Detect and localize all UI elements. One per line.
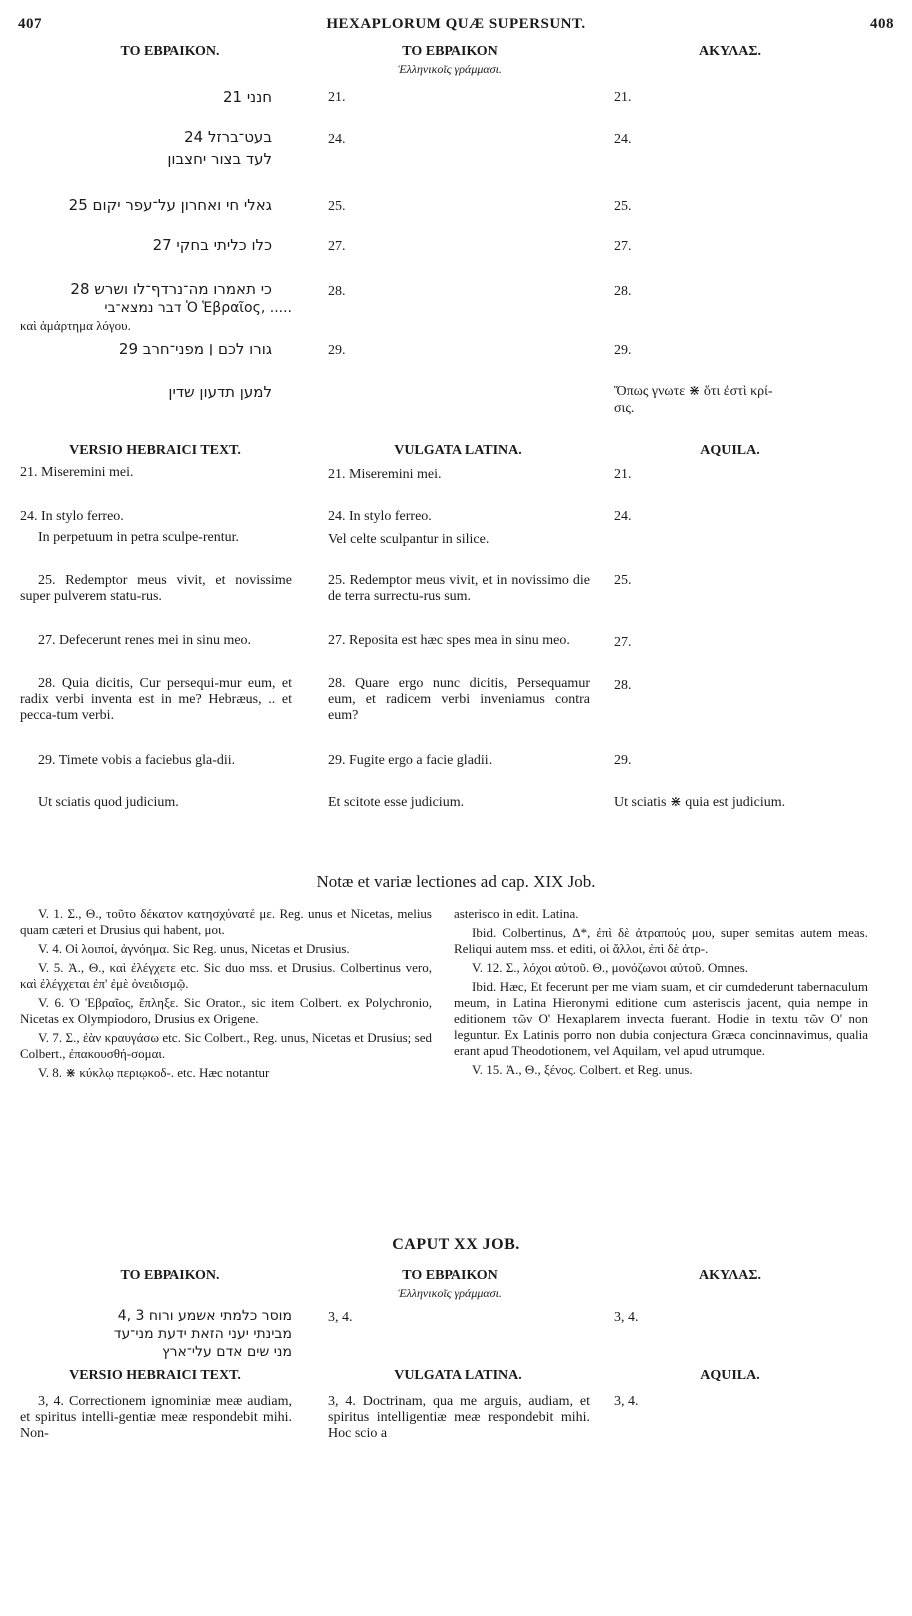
hebrew-verse-28-line2: ..... ,Ὁ Ἑβραῖος דבר נמצא־בי [104, 300, 292, 316]
hebrew-verse-29: גורו לכם ׀ מפני־חרב 29 [118, 340, 272, 358]
col-head-hebrew: ΤΟ ΕΒΡΑΙΚΟΝ. [120, 44, 220, 59]
note-v4: V. 4. Οἱ λοιποί, ἀγνόημα. Sic Reg. unus, Nicetas et Drusius. [38, 941, 350, 956]
col-head-transliteration: ΤΟ ΕΒΡΑΙΚΟΝ [402, 44, 498, 59]
vulgata-verse-29: 29. Fugite ergo a facie gladii. [328, 753, 493, 768]
translit-verse-29: 29. [328, 343, 346, 358]
translit-verse-27: 27. [328, 239, 346, 254]
aquila-verse-24: 24. [614, 132, 632, 147]
versio-verse-24: 24. In stylo ferreo. [20, 509, 124, 524]
vulgata-verse-29b: Et scitote esse judicium. [328, 795, 465, 810]
note-v15: V. 15. Ἀ., Θ., ξένος. Colbert. et Reg. unus. [472, 1062, 693, 1077]
note-v1: V. 1. Σ., Θ., τοῦτο δέκατον κατησχύνατέ με. Reg. unus et Nicetas, melius quam cæteri et Drusius qui habent, μοι. [20, 906, 432, 937]
vulgata-verse-24b: Vel celte sculpantur in silice. [328, 532, 490, 547]
caput-aquila-text: 3, 4. [614, 1394, 639, 1409]
caput-col-head-hebrew: ΤΟ ΕΒΡΑΙΚΟΝ. [120, 1268, 220, 1283]
aquila-verse-29b-line2: σις. [614, 401, 635, 416]
translit-verse-25: 25. [328, 199, 346, 214]
aquila-verse-27: 27. [614, 239, 632, 254]
hebrew-verse-27: כלו כליתי בחקי 27 [152, 236, 272, 254]
vulgata-verse-28: 28. Quare ergo nunc dicitis, Persequamur eum, et radicem verbi inveniamus contra eum? [328, 676, 590, 723]
col-head-versio: VERSIO HEBRAICI TEXT. [69, 443, 241, 458]
note-v6: V. 6. Ὁ Ἑβραῖος, ἔπληξε. Sic Orator., sic item Colbert. ex Polychronio, Nicetas ex Olympiodoro, Drusius ex Origene. [20, 995, 432, 1026]
caput-title: CAPUT XX JOB. [392, 1236, 520, 1253]
col-head-vulgata: VULGATA LATINA. [394, 443, 522, 458]
aquila-latin-verse-24: 24. [614, 509, 632, 524]
versio-verse-29b: Ut sciatis quod judicium. [38, 795, 179, 810]
caput-aquila-verse: 3, 4. [614, 1310, 639, 1325]
versio-verse-27: 27. Defecerunt renes mei in sinu meo. [38, 633, 252, 648]
notes-title: Notæ et variæ lectiones ad cap. XIX Job. [316, 872, 596, 891]
note-v12: V. 12. Σ., λόχοι αὐτοῦ. Θ., μονόζωνοι αὐτοῦ. Omnes. [472, 960, 749, 975]
aquila-verse-29: 29. [614, 343, 632, 358]
running-title: HEXAPLORUM QUÆ SUPERSUNT. [326, 16, 586, 32]
versio-verse-29: 29. Timete vobis a faciebus gla-dii. [38, 753, 236, 768]
caput-hebrew-line1: מוסר כלמתי אשמע ורוח 3 ,4 [117, 1308, 292, 1324]
caput-col-head-transliteration: ΤΟ ΕΒΡΑΙΚΟΝ [402, 1268, 498, 1283]
notes-left-column [20, 906, 432, 1081]
translit-verse-21: 21. [328, 90, 346, 105]
caput-hebrew-line2: מבינתי יעני הזאת ידעת מני־עד [113, 1326, 292, 1342]
versio-verse-24b: In perpetuum in petra sculpe-rentur. [38, 530, 239, 545]
caput-col-head-versio: VERSIO HEBRAICI TEXT. [69, 1368, 241, 1383]
hebrew-verse-25: גאלי חי ואחרון על־עפר יקום 25 [68, 196, 272, 214]
col-subhead-transliteration: Ἑλληνικοῖς γράμμασι. [398, 62, 502, 76]
aquila-latin-verse-29: 29. [614, 753, 632, 768]
page-number-right: 408 [870, 16, 894, 32]
page-number-left: 407 [18, 16, 42, 32]
note-v8: V. 8. ⋇ κύκλῳ περιῳκοδ-. etc. Hæc notantur [38, 1065, 270, 1080]
aquila-verse-28: 28. [614, 284, 632, 299]
vulgata-verse-25: 25. Redemptor meus vivit, et in novissimo die de terra surrectu-rus sum. [328, 573, 590, 604]
aquila-verse-25: 25. [614, 199, 632, 214]
translit-verse-28: 28. [328, 284, 346, 299]
vulgata-verse-27: 27. Reposita est hæc spes mea in sinu meo. [328, 633, 570, 648]
hebrew-verse-21: חנני 21 [222, 88, 272, 106]
caput-translit-verse: 3, 4. [328, 1310, 353, 1325]
aquila-latin-verse-28: 28. [614, 678, 632, 693]
aquila-verse-21: 21. [614, 90, 632, 105]
note-ibid-1: Ibid. Colbertinus, Δ*, ἐπὶ δὲ ἀτραπούς μου, super semitas autem meas. Reliqui autem mss. et editi, οἱ ἄλλοι, ἐπὶ δὲ ἀτρ-. [454, 925, 868, 956]
hebrew-verse-28: כי תאמרו מה־נרדף־לו ושרש 28 [70, 280, 272, 298]
caput-hebrew-line3: מני שים אדם עלי־ארץ [162, 1344, 292, 1360]
caput-col-head-vulgata: VULGATA LATINA. [394, 1368, 522, 1383]
vulgata-verse-24: 24. In stylo ferreo. [328, 509, 432, 524]
note-v7: V. 7. Σ., ἐὰν κραυγάσω etc. Sic Colbert., Reg. unus, Nicetas et Drusius; sed Colbert., ἐπακουσθή-σομαι. [20, 1030, 432, 1061]
aquila-latin-verse-21: 21. [614, 467, 632, 482]
caput-vulgata-text: 3, 4. Doctrinam, qua me arguis, audiam, et spiritus intelligentiæ meæ respondebit mihi. Hoc scio a [328, 1394, 590, 1441]
notes-right-column [454, 906, 868, 1078]
caput-versio-text: 3, 4. Correctionem ignominiæ meæ audiam, et spiritus intelli-gentiæ meæ respondebit mihi. Non- [20, 1394, 292, 1441]
hebrew-verse-24: בעט־ברזל 24 [184, 128, 272, 146]
col-head-aquila-latin: AQUILA. [700, 443, 760, 458]
aquila-latin-verse-25: 25. [614, 573, 632, 588]
caput-col-subhead-transliteration: Ἑλληνικοῖς γράμμασι. [398, 1286, 502, 1300]
greek-note-verse-28: καὶ ἁμάρτημα λόγου. [20, 318, 131, 333]
aquila-latin-verse-27: 27. [614, 635, 632, 650]
caput-col-head-aquila: ΑΚΥΛΑΣ. [698, 1268, 762, 1283]
caput-col-head-aquila-latin: AQUILA. [700, 1368, 760, 1383]
hebrew-verse-29b: למען תדעון שדין [168, 383, 272, 401]
aquila-verse-29b: Ὅπως γνωτε ⋇ ὅτι ἐστὶ κρί- [614, 384, 773, 399]
aquila-latin-verse-29b: Ut sciatis ⋇ quia est judicium. [614, 795, 786, 810]
versio-verse-21: 21. Miseremini mei. [20, 465, 134, 480]
translit-verse-24: 24. [328, 132, 346, 147]
hebrew-verse-24-line2: לעד בצור יחצבון [167, 150, 272, 168]
note-ibid-2: Ibid. Hæc, Et fecerunt per me viam suam, et cir cumdederunt tabernaculum meum, in Latina Hieronymi editione cum asteriscis jacent, quia nempe in editionem τῶν Ο' Hexaplarem invecta fuerant. Hodie in textu τῶν Ο' non leguntur. Ex Latinis porro non dubia conjectura Græca concinnavimus, qualia erant apud Theodotionem, vel Aquilam, vel apud utrumque. [454, 979, 868, 1058]
note-v8-cont: asterisco in edit. Latina. [454, 906, 579, 921]
col-head-aquila: ΑΚΥΛΑΣ. [698, 44, 762, 59]
vulgata-verse-21: 21. Miseremini mei. [328, 467, 442, 482]
note-v5: V. 5. Ἀ., Θ., καὶ ἐλέγχετε etc. Sic duo mss. et Drusius. Colbertinus vero, καὶ ἐλέγχεται ἐπ' ἐμὲ ὀνειδισμῷ. [20, 960, 432, 991]
versio-verse-25: 25. Redemptor meus vivit, et novissime super pulverem statu-rus. [20, 573, 292, 604]
versio-verse-28: 28. Quia dicitis, Cur persequi-mur eum, et radix verbi inventa est in me? Hebræus, .. et pecca-tum verbi. [20, 676, 292, 723]
